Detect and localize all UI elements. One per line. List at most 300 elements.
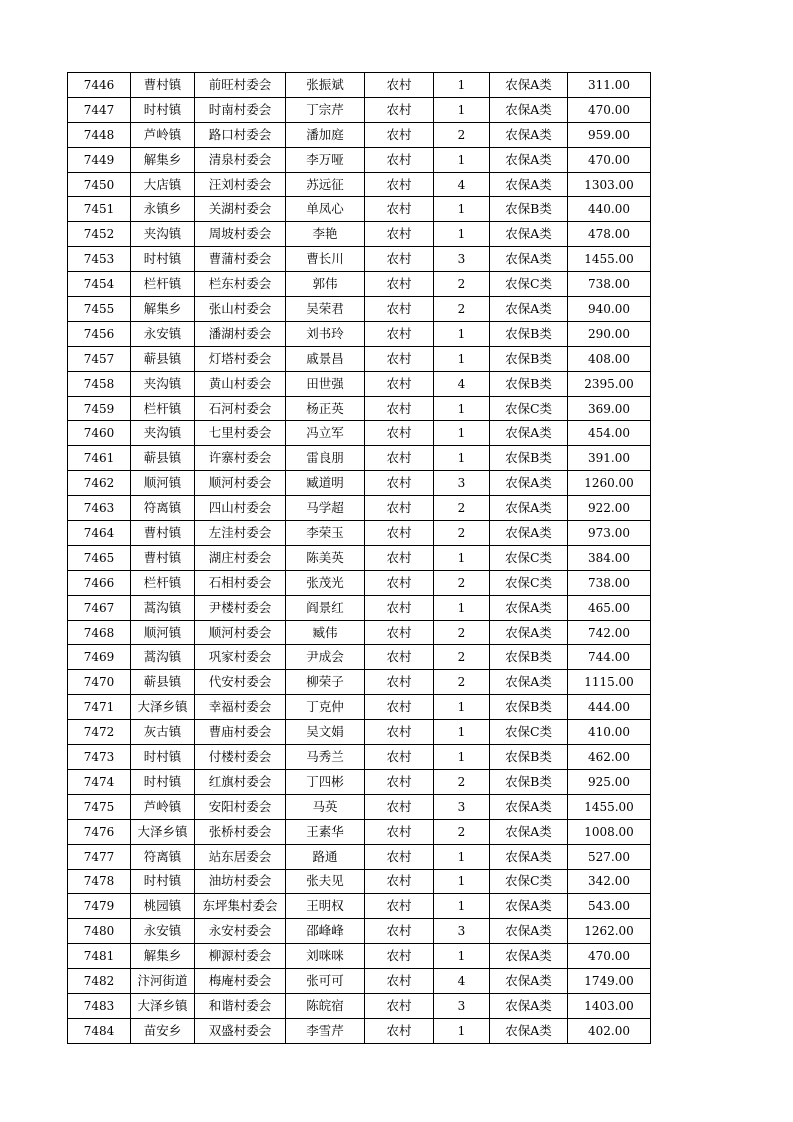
cell-record-id: 7466 bbox=[68, 570, 131, 595]
cell-person-name: 刘书玲 bbox=[286, 321, 365, 346]
cell-amount: 384.00 bbox=[568, 545, 651, 570]
cell-village-committee: 曹庙村委会 bbox=[195, 720, 286, 745]
cell-insurance-category: 农保A类 bbox=[490, 496, 568, 521]
cell-amount: 391.00 bbox=[568, 446, 651, 471]
cell-amount: 527.00 bbox=[568, 844, 651, 869]
cell-area-type: 农村 bbox=[365, 769, 434, 794]
cell-record-id: 7472 bbox=[68, 720, 131, 745]
table-row bbox=[68, 222, 651, 247]
cell-town: 顺河镇 bbox=[131, 471, 195, 496]
cell-town: 灰古镇 bbox=[131, 720, 195, 745]
cell-area-type: 农村 bbox=[365, 1018, 434, 1043]
table-row bbox=[68, 297, 651, 322]
cell-insurance-category: 农保C类 bbox=[490, 869, 568, 894]
table-row bbox=[68, 545, 651, 570]
table-row bbox=[68, 969, 651, 994]
cell-village-committee: 张桥村委会 bbox=[195, 819, 286, 844]
cell-area-type: 农村 bbox=[365, 97, 434, 122]
cell-area-type: 农村 bbox=[365, 720, 434, 745]
cell-amount: 1303.00 bbox=[568, 172, 651, 197]
cell-household-count: 2 bbox=[434, 670, 490, 695]
cell-record-id: 7456 bbox=[68, 321, 131, 346]
cell-person-name: 马英 bbox=[286, 794, 365, 819]
cell-insurance-category: 农保B类 bbox=[490, 446, 568, 471]
table-row bbox=[68, 371, 651, 396]
cell-household-count: 3 bbox=[434, 471, 490, 496]
cell-area-type: 农村 bbox=[365, 297, 434, 322]
cell-insurance-category: 农保B类 bbox=[490, 645, 568, 670]
cell-household-count: 1 bbox=[434, 197, 490, 222]
cell-area-type: 农村 bbox=[365, 371, 434, 396]
cell-village-committee: 路口村委会 bbox=[195, 122, 286, 147]
cell-village-committee: 幸福村委会 bbox=[195, 695, 286, 720]
cell-household-count: 1 bbox=[434, 695, 490, 720]
cell-household-count: 4 bbox=[434, 172, 490, 197]
table-row bbox=[68, 97, 651, 122]
cell-record-id: 7464 bbox=[68, 521, 131, 546]
cell-insurance-category: 农保A类 bbox=[490, 247, 568, 272]
cell-person-name: 李艳 bbox=[286, 222, 365, 247]
cell-village-committee: 张山村委会 bbox=[195, 297, 286, 322]
cell-person-name: 张振斌 bbox=[286, 73, 365, 98]
cell-person-name: 苏远征 bbox=[286, 172, 365, 197]
cell-household-count: 3 bbox=[434, 794, 490, 819]
cell-village-committee: 关湖村委会 bbox=[195, 197, 286, 222]
cell-insurance-category: 农保B类 bbox=[490, 321, 568, 346]
cell-household-count: 1 bbox=[434, 545, 490, 570]
cell-household-count: 1 bbox=[434, 147, 490, 172]
cell-amount: 922.00 bbox=[568, 496, 651, 521]
cell-village-committee: 许寨村委会 bbox=[195, 446, 286, 471]
cell-person-name: 陈美英 bbox=[286, 545, 365, 570]
cell-household-count: 1 bbox=[434, 869, 490, 894]
cell-insurance-category: 农保A类 bbox=[490, 471, 568, 496]
cell-village-committee: 时南村委会 bbox=[195, 97, 286, 122]
cell-amount: 973.00 bbox=[568, 521, 651, 546]
cell-town: 栏杆镇 bbox=[131, 570, 195, 595]
cell-person-name: 刘咪咪 bbox=[286, 944, 365, 969]
cell-amount: 1749.00 bbox=[568, 969, 651, 994]
cell-insurance-category: 农保C类 bbox=[490, 396, 568, 421]
cell-amount: 462.00 bbox=[568, 745, 651, 770]
cell-area-type: 农村 bbox=[365, 745, 434, 770]
cell-town: 时村镇 bbox=[131, 769, 195, 794]
cell-amount: 290.00 bbox=[568, 321, 651, 346]
cell-household-count: 2 bbox=[434, 570, 490, 595]
cell-amount: 1262.00 bbox=[568, 919, 651, 944]
cell-record-id: 7452 bbox=[68, 222, 131, 247]
cell-village-committee: 潘湖村委会 bbox=[195, 321, 286, 346]
cell-insurance-category: 农保A类 bbox=[490, 944, 568, 969]
cell-amount: 454.00 bbox=[568, 421, 651, 446]
cell-amount: 940.00 bbox=[568, 297, 651, 322]
cell-amount: 408.00 bbox=[568, 346, 651, 371]
cell-record-id: 7479 bbox=[68, 894, 131, 919]
cell-person-name: 阎景红 bbox=[286, 595, 365, 620]
cell-household-count: 2 bbox=[434, 122, 490, 147]
cell-record-id: 7467 bbox=[68, 595, 131, 620]
cell-record-id: 7470 bbox=[68, 670, 131, 695]
cell-town: 曹村镇 bbox=[131, 73, 195, 98]
cell-household-count: 1 bbox=[434, 1018, 490, 1043]
cell-insurance-category: 农保A类 bbox=[490, 297, 568, 322]
cell-amount: 2395.00 bbox=[568, 371, 651, 396]
cell-area-type: 农村 bbox=[365, 147, 434, 172]
table-row bbox=[68, 396, 651, 421]
cell-record-id: 7450 bbox=[68, 172, 131, 197]
cell-town: 大泽乡镇 bbox=[131, 993, 195, 1018]
cell-insurance-category: 农保C类 bbox=[490, 720, 568, 745]
cell-record-id: 7477 bbox=[68, 844, 131, 869]
cell-household-count: 1 bbox=[434, 73, 490, 98]
cell-insurance-category: 农保A类 bbox=[490, 894, 568, 919]
cell-town: 蕲县镇 bbox=[131, 346, 195, 371]
cell-area-type: 农村 bbox=[365, 695, 434, 720]
cell-household-count: 1 bbox=[434, 894, 490, 919]
cell-town: 符离镇 bbox=[131, 844, 195, 869]
cell-household-count: 3 bbox=[434, 993, 490, 1018]
cell-record-id: 7447 bbox=[68, 97, 131, 122]
cell-amount: 959.00 bbox=[568, 122, 651, 147]
cell-town: 夹沟镇 bbox=[131, 222, 195, 247]
cell-record-id: 7481 bbox=[68, 944, 131, 969]
cell-household-count: 2 bbox=[434, 272, 490, 297]
cell-insurance-category: 农保A类 bbox=[490, 819, 568, 844]
cell-insurance-category: 农保A类 bbox=[490, 97, 568, 122]
cell-household-count: 1 bbox=[434, 321, 490, 346]
cell-area-type: 农村 bbox=[365, 421, 434, 446]
cell-insurance-category: 农保A类 bbox=[490, 993, 568, 1018]
table-row bbox=[68, 147, 651, 172]
cell-record-id: 7459 bbox=[68, 396, 131, 421]
cell-amount: 440.00 bbox=[568, 197, 651, 222]
cell-person-name: 潘加庭 bbox=[286, 122, 365, 147]
cell-village-committee: 代安村委会 bbox=[195, 670, 286, 695]
cell-town: 汴河街道 bbox=[131, 969, 195, 994]
cell-area-type: 农村 bbox=[365, 570, 434, 595]
cell-insurance-category: 农保A类 bbox=[490, 222, 568, 247]
cell-area-type: 农村 bbox=[365, 969, 434, 994]
cell-record-id: 7453 bbox=[68, 247, 131, 272]
cell-household-count: 2 bbox=[434, 620, 490, 645]
table-row bbox=[68, 993, 651, 1018]
cell-record-id: 7478 bbox=[68, 869, 131, 894]
cell-person-name: 单凤心 bbox=[286, 197, 365, 222]
cell-area-type: 农村 bbox=[365, 869, 434, 894]
cell-town: 蕲县镇 bbox=[131, 670, 195, 695]
table-row bbox=[68, 272, 651, 297]
cell-record-id: 7455 bbox=[68, 297, 131, 322]
cell-amount: 470.00 bbox=[568, 944, 651, 969]
cell-town: 夹沟镇 bbox=[131, 421, 195, 446]
cell-household-count: 1 bbox=[434, 396, 490, 421]
cell-village-committee: 前旺村委会 bbox=[195, 73, 286, 98]
cell-record-id: 7462 bbox=[68, 471, 131, 496]
table-row bbox=[68, 894, 651, 919]
cell-household-count: 1 bbox=[434, 346, 490, 371]
cell-household-count: 4 bbox=[434, 371, 490, 396]
cell-insurance-category: 农保A类 bbox=[490, 122, 568, 147]
cell-insurance-category: 农保A类 bbox=[490, 172, 568, 197]
cell-village-committee: 安阳村委会 bbox=[195, 794, 286, 819]
cell-amount: 1115.00 bbox=[568, 670, 651, 695]
cell-insurance-category: 农保A类 bbox=[490, 73, 568, 98]
cell-person-name: 冯立军 bbox=[286, 421, 365, 446]
cell-insurance-category: 农保A类 bbox=[490, 844, 568, 869]
table-row bbox=[68, 620, 651, 645]
cell-village-committee: 顺河村委会 bbox=[195, 471, 286, 496]
cell-town: 解集乡 bbox=[131, 297, 195, 322]
table-row bbox=[68, 446, 651, 471]
cell-record-id: 7482 bbox=[68, 969, 131, 994]
cell-area-type: 农村 bbox=[365, 620, 434, 645]
cell-village-committee: 梅庵村委会 bbox=[195, 969, 286, 994]
cell-area-type: 农村 bbox=[365, 919, 434, 944]
cell-amount: 402.00 bbox=[568, 1018, 651, 1043]
table-row bbox=[68, 844, 651, 869]
table-row bbox=[68, 720, 651, 745]
cell-town: 时村镇 bbox=[131, 247, 195, 272]
cell-person-name: 杨正英 bbox=[286, 396, 365, 421]
cell-insurance-category: 农保C类 bbox=[490, 272, 568, 297]
cell-area-type: 农村 bbox=[365, 122, 434, 147]
cell-amount: 311.00 bbox=[568, 73, 651, 98]
cell-village-committee: 湖庄村委会 bbox=[195, 545, 286, 570]
table-row bbox=[68, 944, 651, 969]
cell-person-name: 丁四彬 bbox=[286, 769, 365, 794]
cell-area-type: 农村 bbox=[365, 471, 434, 496]
cell-insurance-category: 农保A类 bbox=[490, 919, 568, 944]
cell-village-committee: 七里村委会 bbox=[195, 421, 286, 446]
cell-area-type: 农村 bbox=[365, 197, 434, 222]
cell-village-committee: 永安村委会 bbox=[195, 919, 286, 944]
cell-amount: 738.00 bbox=[568, 570, 651, 595]
cell-person-name: 王明权 bbox=[286, 894, 365, 919]
cell-area-type: 农村 bbox=[365, 222, 434, 247]
cell-household-count: 1 bbox=[434, 222, 490, 247]
cell-household-count: 1 bbox=[434, 421, 490, 446]
cell-household-count: 3 bbox=[434, 919, 490, 944]
cell-town: 永安镇 bbox=[131, 919, 195, 944]
table-row bbox=[68, 521, 651, 546]
cell-record-id: 7457 bbox=[68, 346, 131, 371]
cell-amount: 478.00 bbox=[568, 222, 651, 247]
cell-insurance-category: 农保B类 bbox=[490, 695, 568, 720]
cell-area-type: 农村 bbox=[365, 645, 434, 670]
cell-town: 符离镇 bbox=[131, 496, 195, 521]
cell-village-committee: 黄山村委会 bbox=[195, 371, 286, 396]
cell-person-name: 邵峰峰 bbox=[286, 919, 365, 944]
cell-record-id: 7475 bbox=[68, 794, 131, 819]
table-row bbox=[68, 745, 651, 770]
cell-amount: 470.00 bbox=[568, 97, 651, 122]
cell-person-name: 郭伟 bbox=[286, 272, 365, 297]
table-row bbox=[68, 421, 651, 446]
cell-town: 夹沟镇 bbox=[131, 371, 195, 396]
cell-insurance-category: 农保A类 bbox=[490, 521, 568, 546]
cell-amount: 1403.00 bbox=[568, 993, 651, 1018]
cell-household-count: 4 bbox=[434, 969, 490, 994]
cell-person-name: 吴文娟 bbox=[286, 720, 365, 745]
cell-amount: 744.00 bbox=[568, 645, 651, 670]
cell-area-type: 农村 bbox=[365, 944, 434, 969]
cell-amount: 369.00 bbox=[568, 396, 651, 421]
table-row bbox=[68, 321, 651, 346]
cell-town: 大泽乡镇 bbox=[131, 695, 195, 720]
cell-record-id: 7476 bbox=[68, 819, 131, 844]
cell-insurance-category: 农保A类 bbox=[490, 147, 568, 172]
cell-town: 永镇乡 bbox=[131, 197, 195, 222]
cell-town: 曹村镇 bbox=[131, 545, 195, 570]
cell-insurance-category: 农保A类 bbox=[490, 421, 568, 446]
cell-area-type: 农村 bbox=[365, 521, 434, 546]
table-row bbox=[68, 695, 651, 720]
cell-area-type: 农村 bbox=[365, 545, 434, 570]
cell-town: 栏杆镇 bbox=[131, 272, 195, 297]
cell-person-name: 丁宗芹 bbox=[286, 97, 365, 122]
cell-area-type: 农村 bbox=[365, 819, 434, 844]
cell-record-id: 7458 bbox=[68, 371, 131, 396]
cell-person-name: 柳荣子 bbox=[286, 670, 365, 695]
cell-record-id: 7460 bbox=[68, 421, 131, 446]
cell-town: 大店镇 bbox=[131, 172, 195, 197]
cell-household-count: 1 bbox=[434, 446, 490, 471]
cell-insurance-category: 农保A类 bbox=[490, 969, 568, 994]
cell-amount: 444.00 bbox=[568, 695, 651, 720]
table-row bbox=[68, 919, 651, 944]
table-row bbox=[68, 670, 651, 695]
cell-village-committee: 和谐村委会 bbox=[195, 993, 286, 1018]
cell-person-name: 李荣玉 bbox=[286, 521, 365, 546]
table-row bbox=[68, 197, 651, 222]
cell-village-committee: 尹楼村委会 bbox=[195, 595, 286, 620]
table-row bbox=[68, 570, 651, 595]
cell-record-id: 7484 bbox=[68, 1018, 131, 1043]
cell-record-id: 7469 bbox=[68, 645, 131, 670]
cell-person-name: 马秀兰 bbox=[286, 745, 365, 770]
cell-record-id: 7473 bbox=[68, 745, 131, 770]
cell-town: 永安镇 bbox=[131, 321, 195, 346]
cell-town: 蒿沟镇 bbox=[131, 595, 195, 620]
cell-household-count: 1 bbox=[434, 720, 490, 745]
cell-insurance-category: 农保B类 bbox=[490, 371, 568, 396]
cell-person-name: 王素华 bbox=[286, 819, 365, 844]
cell-household-count: 2 bbox=[434, 645, 490, 670]
cell-person-name: 陈皖宿 bbox=[286, 993, 365, 1018]
cell-area-type: 农村 bbox=[365, 496, 434, 521]
cell-insurance-category: 农保A类 bbox=[490, 670, 568, 695]
cell-area-type: 农村 bbox=[365, 595, 434, 620]
cell-household-count: 2 bbox=[434, 769, 490, 794]
cell-town: 时村镇 bbox=[131, 745, 195, 770]
records-table bbox=[67, 72, 651, 1044]
cell-household-count: 1 bbox=[434, 97, 490, 122]
cell-record-id: 7474 bbox=[68, 769, 131, 794]
cell-town: 蕲县镇 bbox=[131, 446, 195, 471]
cell-town: 顺河镇 bbox=[131, 620, 195, 645]
cell-household-count: 2 bbox=[434, 819, 490, 844]
cell-village-committee: 石相村委会 bbox=[195, 570, 286, 595]
cell-record-id: 7468 bbox=[68, 620, 131, 645]
cell-household-count: 1 bbox=[434, 844, 490, 869]
cell-household-count: 1 bbox=[434, 745, 490, 770]
cell-town: 苗安乡 bbox=[131, 1018, 195, 1043]
cell-person-name: 曹长川 bbox=[286, 247, 365, 272]
cell-insurance-category: 农保C类 bbox=[490, 570, 568, 595]
cell-village-committee: 东坪集村委会 bbox=[195, 894, 286, 919]
table-row bbox=[68, 496, 651, 521]
cell-household-count: 2 bbox=[434, 521, 490, 546]
cell-person-name: 李万哑 bbox=[286, 147, 365, 172]
cell-person-name: 戚景昌 bbox=[286, 346, 365, 371]
cell-amount: 465.00 bbox=[568, 595, 651, 620]
cell-insurance-category: 农保A类 bbox=[490, 620, 568, 645]
table-row bbox=[68, 595, 651, 620]
cell-person-name: 李雪芹 bbox=[286, 1018, 365, 1043]
cell-town: 解集乡 bbox=[131, 944, 195, 969]
table-row bbox=[68, 819, 651, 844]
cell-town: 解集乡 bbox=[131, 147, 195, 172]
cell-insurance-category: 农保A类 bbox=[490, 794, 568, 819]
cell-village-committee: 付楼村委会 bbox=[195, 745, 286, 770]
cell-area-type: 农村 bbox=[365, 172, 434, 197]
cell-town: 大泽乡镇 bbox=[131, 819, 195, 844]
table-row bbox=[68, 471, 651, 496]
cell-town: 芦岭镇 bbox=[131, 794, 195, 819]
cell-record-id: 7463 bbox=[68, 496, 131, 521]
cell-area-type: 农村 bbox=[365, 247, 434, 272]
cell-village-committee: 清泉村委会 bbox=[195, 147, 286, 172]
cell-town: 曹村镇 bbox=[131, 521, 195, 546]
cell-person-name: 丁克仲 bbox=[286, 695, 365, 720]
cell-village-committee: 红旗村委会 bbox=[195, 769, 286, 794]
cell-village-committee: 站东居委会 bbox=[195, 844, 286, 869]
cell-area-type: 农村 bbox=[365, 794, 434, 819]
cell-person-name: 路通 bbox=[286, 844, 365, 869]
cell-area-type: 农村 bbox=[365, 993, 434, 1018]
cell-insurance-category: 农保C类 bbox=[490, 545, 568, 570]
table-row bbox=[68, 73, 651, 98]
table-row bbox=[68, 122, 651, 147]
cell-amount: 1455.00 bbox=[568, 794, 651, 819]
cell-amount: 410.00 bbox=[568, 720, 651, 745]
cell-record-id: 7454 bbox=[68, 272, 131, 297]
cell-household-count: 1 bbox=[434, 595, 490, 620]
cell-area-type: 农村 bbox=[365, 73, 434, 98]
cell-person-name: 尹成会 bbox=[286, 645, 365, 670]
cell-village-committee: 柳源村委会 bbox=[195, 944, 286, 969]
table-body bbox=[68, 73, 651, 1044]
cell-village-committee: 巩家村委会 bbox=[195, 645, 286, 670]
cell-town: 蒿沟镇 bbox=[131, 645, 195, 670]
cell-area-type: 农村 bbox=[365, 396, 434, 421]
cell-household-count: 3 bbox=[434, 247, 490, 272]
table-row bbox=[68, 1018, 651, 1043]
cell-village-committee: 油坊村委会 bbox=[195, 869, 286, 894]
cell-record-id: 7448 bbox=[68, 122, 131, 147]
cell-village-committee: 周坡村委会 bbox=[195, 222, 286, 247]
cell-person-name: 马学超 bbox=[286, 496, 365, 521]
table-row bbox=[68, 869, 651, 894]
cell-area-type: 农村 bbox=[365, 321, 434, 346]
table-row bbox=[68, 346, 651, 371]
cell-town: 时村镇 bbox=[131, 869, 195, 894]
cell-amount: 543.00 bbox=[568, 894, 651, 919]
cell-person-name: 雷良朋 bbox=[286, 446, 365, 471]
cell-amount: 742.00 bbox=[568, 620, 651, 645]
cell-village-committee: 石河村委会 bbox=[195, 396, 286, 421]
cell-amount: 1008.00 bbox=[568, 819, 651, 844]
